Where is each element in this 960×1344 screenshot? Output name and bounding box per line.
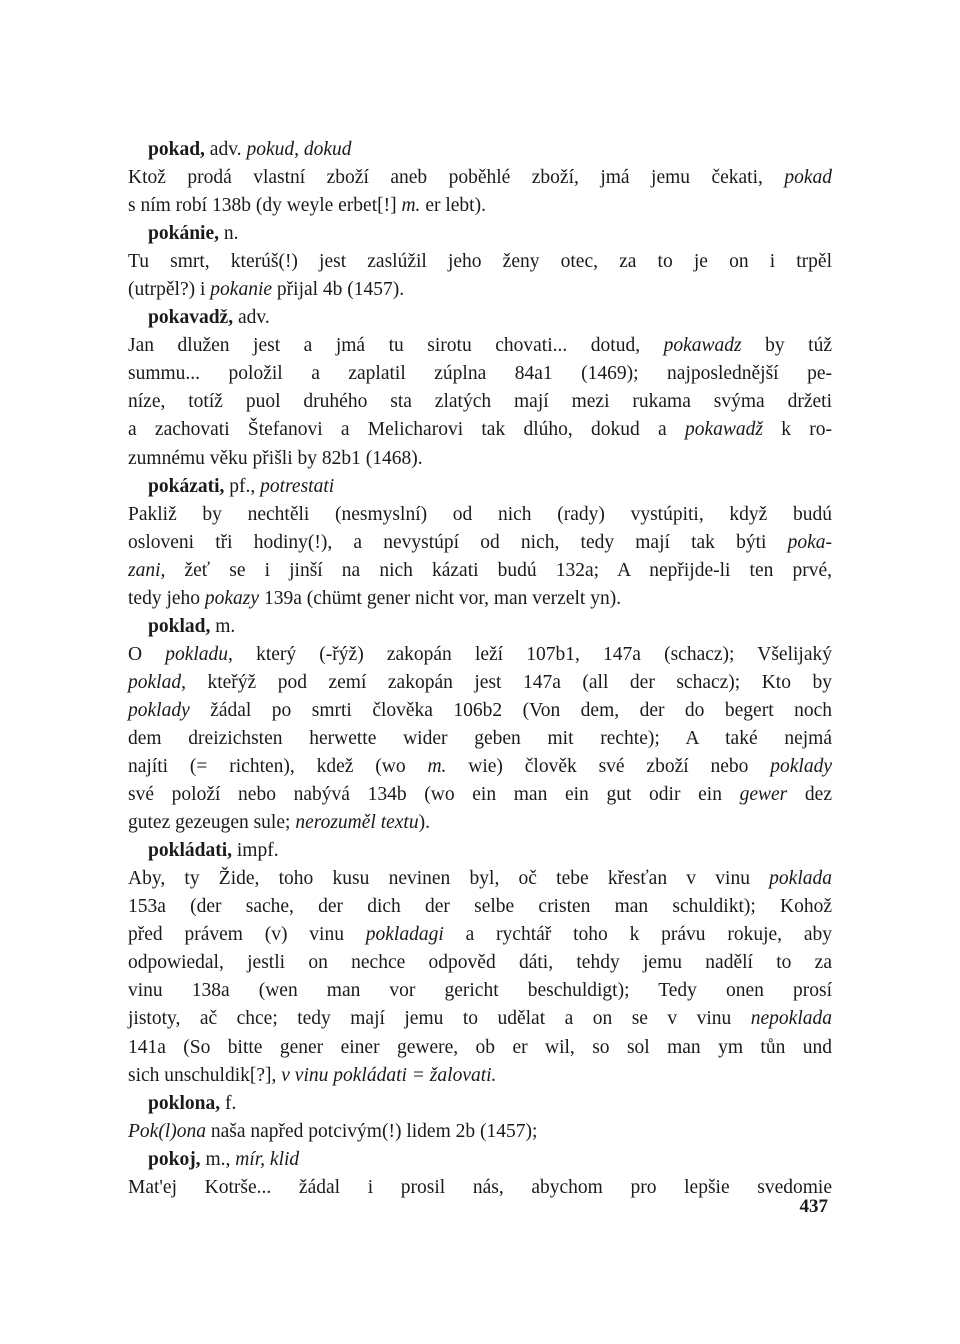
text-line: poklady žádal po smrti člověka 106b2 (Von dem, der do begert noch [128,699,832,721]
part-of-speech: pf., [224,475,261,497]
text-line: gutez gezeugen sule; nerozuměl textu). [128,812,430,834]
headword: poklona, [148,1092,221,1114]
text-line: zani, žeť se i jinší na nich kázati budú 132a; A nepřijde-li ten prvé, [128,559,832,581]
part-of-speech: adv. [204,139,247,160]
text-line: tedy jeho pokazy 139a (chümt gener nicht vor, man verzelt yn). [128,587,622,609]
headword-line-pokanie [128,220,832,248]
headword-line-pokazati [128,473,832,501]
headword: pokázati, [148,475,225,497]
headword-line-pokoj [128,1146,832,1174]
headword-line-pokavadz [128,304,832,332]
text-line: poklad, kteřýž pod zemí zakopán jest 147a (all der schacz); Kto by [128,671,832,693]
headword-line-poklad [128,613,832,641]
headword: pokad, [148,139,205,160]
headword-line-pokladati [128,837,832,865]
gloss: mír, klid [235,1148,300,1170]
text-line: vinu 138a (wen man vor gericht beschuldigt); Tedy onen prosí [128,980,832,1002]
gloss: potrestati [260,475,335,497]
text-line: své položí nebo nabývá 134b (wo ein man ein gut odir ein gewer dez [128,784,832,806]
text-line: (utrpěl?) i pokanie přijal 4b (1457). [128,279,405,301]
text-line: zumnému věku přišli by 82b1 (1468). [128,447,423,469]
text-line: jistoty, ač chce; tedy mají jemu to udělat a on se v vinu nepoklada [128,1008,832,1030]
text-line: summu... položil a zaplatil zúplna 84a1 (1469); najposlednější pe- [128,363,832,385]
part-of-speech: impf. [232,840,279,862]
text-line: odpowiedal, jestli on nechce odpověd dáti, tehdy jemu nadělí to za [128,952,832,974]
text-line: a zachovati Štefanovi a Melicharovi tak dlúho, dokud a pokawadž k ro- [128,419,832,441]
text-line: níze, totíž puol druhého sta zlatých mají mezi rukama svýma držeti [128,391,832,413]
part-of-speech: m., [200,1148,236,1170]
headword: pokládati, [148,840,232,862]
text-line: s ním robí 138b (dy weyle erbet[!] m. er lebt). [128,195,486,217]
text-line: 141a (So bitte gener einer gewere, ob er wil, so sol man ym tůn und [128,1036,832,1058]
text-line: dem dreizichsten herwette wider geben mit rechte); A také nejmá [128,727,832,749]
text-line: před právem (v) vinu pokladagi a rychtář toho k právu rokuje, aby [128,924,832,946]
part-of-speech: f. [220,1092,237,1114]
headword: pokánie, [148,223,219,245]
part-of-speech: n. [218,223,239,245]
text-line: O pokladu, který (-řýž) zakopán leží 107b1, 147a (schacz); Všelijaký [128,643,832,665]
text-line: Ktož prodá vlastní zboží aneb poběhlé zboží, jmá jemu čekati, pokad [128,167,832,189]
dictionary-page [128,136,832,1202]
headword: pokoj, [148,1148,201,1170]
text-line: Pok(l)ona naša napřed potcivým(!) lidem 2b (1457); [128,1120,538,1142]
headword: pokavadž, [148,307,234,329]
text-line: Mat'ej Kotrše... žádal i prosil nás, abychom pro lepšie svedomie [128,1176,832,1198]
text-line: Tu smrt, kterúš(!) jest zaslúžil jeho ženy otec, za to je on i trpěl [128,251,832,273]
text-line: Jan dlužen jest a jmá tu sirotu chovati... dotud, pokawadz by túž [128,335,832,357]
part-of-speech: m. [210,615,236,637]
text-line: 153a (der sache, der dich der selbe cristen man schuldikt); Kohož [128,896,832,918]
text-line: najíti (= richten), kdež (wo m. wie) člověk své zboží nebo poklady [128,756,832,778]
part-of-speech: adv. [233,307,270,329]
headword: poklad, [148,615,211,637]
text-line: Pakliž by nechtěli (nesmyslní) od nich (rady) vystúpiti, když budú [128,503,832,525]
text-line: osloveni tři hodiny(!), a nevystúpí od nich, tedy mají tak býti poka- [128,531,832,553]
text-line: sich unschuldik[?], v vinu pokládati = žalovati. [128,1064,497,1086]
text-line: Aby, ty Žide, toho kusu nevinen byl, oč tebe křesťan v vinu poklada [128,868,832,890]
headword-line-pokad [128,136,832,164]
gloss: pokud, dokud [246,139,352,160]
page-number: 437 [799,1196,828,1217]
headword-line-poklona [128,1090,832,1118]
